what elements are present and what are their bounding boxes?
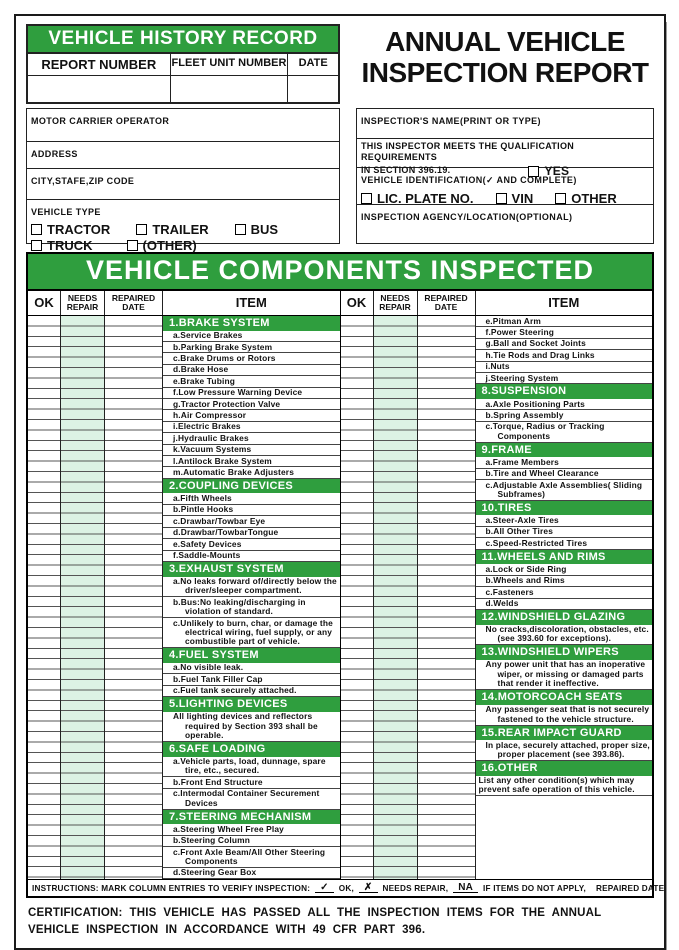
section-header: 11.WHEELS AND RIMS [476,550,653,565]
inspection-agency-field[interactable] [357,205,653,243]
vehicle-type-trailer[interactable] [136,222,208,237]
fleet-unit-number-input[interactable] [171,76,289,102]
yes-label: YES [544,163,570,178]
section-header: 2.COUPLING DEVICES [163,479,340,494]
item-label: All lighting devices and reflectors required by Section 393 shall be operable. [163,712,340,742]
inspection-agency-label: INSPECTION AGENCY/LOCATION(OPTIONAL) [361,212,573,222]
item-label: c.Front Axle Beam/All Other Steering Components [163,847,340,868]
qualification-line1: THIS INSPECTOR MEETS THE QUALIFICATION REQUIREMENTS [361,141,575,163]
truck-checkbox[interactable] [31,240,42,251]
item-label: b.All Other Tires [476,527,653,538]
vehicle-type-bus[interactable] [235,222,278,237]
item-label: d.Brake Hose [163,365,340,376]
repaired-date-column-left[interactable] [105,316,163,879]
section-header: 5.LIGHTING DEVICES [163,697,340,712]
section-header: 16.OTHER [476,761,653,776]
item-header: ITEM [548,295,580,311]
history-input-row [28,76,338,102]
item-label: b.Tire and Wheel Clearance [476,469,653,480]
tractor-label: TRACTOR [47,222,111,237]
right-items-list [476,316,653,879]
item-label: a.Steering Wheel Free Play [163,824,340,835]
report-number-header: REPORT NUMBER [28,54,171,75]
page-title-line2: INSPECTION REPORT [361,57,649,89]
item-label: a.Steer-Axle Tires [476,515,653,526]
item-label: c.Brake Drums or Rotors [163,353,340,364]
section-header: 8.SUSPENSION [476,384,653,399]
item-label: a.Fifth Wheels [163,493,340,504]
inspection-form-sheet [14,14,666,950]
item-label: No cracks,discoloration, obstacles, etc.(see 393.60 for exceptions). [476,625,653,646]
check-mark-symbol: ✓ [315,883,334,893]
item-label: b.Pintle Hooks [163,505,340,516]
item-label: l.Antilock Brake System [163,456,340,467]
item-label: d.Welds [476,599,653,610]
lic-plate-option[interactable] [361,191,474,206]
item-label: k.Vacuum Systems [163,445,340,456]
other-id-checkbox[interactable] [555,193,566,204]
vehicle-type-row2 [31,238,335,253]
item-label: b.Steering Column [163,836,340,847]
item-label: a.Service Brakes [163,331,340,342]
date-input[interactable] [288,76,338,102]
item-label: b.Wheels and Rims [476,576,653,587]
left-column-headers [28,291,340,316]
vin-label: VIN [511,191,534,206]
vehicle-history-title: VEHICLE HISTORY RECORD [28,26,338,54]
item-label: e.Brake Tubing [163,376,340,387]
item-label: e.Safety Devices [163,539,340,550]
item-label: h.Air Compressor [163,410,340,421]
na-mark-symbol: NA [453,883,478,893]
vehicle-identification-field [357,168,653,205]
section-header: 10.TIRES [476,501,653,516]
vin-checkbox[interactable] [496,193,507,204]
needs-repair-header: NEEDS REPAIR [61,291,105,315]
item-label: g.Tractor Protection Valve [163,399,340,410]
item-label: c.Unlikely to burn, char, or damage the electrical wiring, fuel supply, or any combustible part of vehicle. [163,618,340,648]
lic-plate-label: LIC. PLATE NO. [377,191,474,206]
item-label: f.Low Pressure Warning Device [163,388,340,399]
items-filler [476,796,653,879]
certification-text: CERTIFICATION: THIS VEHICLE HAS PASSED ALL THE INSPECTION ITEMS FOR THE ANNUAL VEHICLE INSPECTION IN ACCORDANCE WITH 49 CFR PART 396. [28,907,602,937]
item-label: i.Nuts [476,362,653,373]
bus-checkbox[interactable] [235,224,246,235]
components-right-half [341,291,653,879]
needs-repair-mark-label: NEEDS REPAIR, [382,883,449,893]
item-label: a.Frame Members [476,457,653,468]
item-label: f.Saddle-Mounts [163,551,340,562]
ok-header: OK [28,291,61,315]
item-header: ITEM [235,295,267,311]
item-label: b.Bus:No leaking/discharging in violation of standard. [163,597,340,618]
repaired-date-header: REPAIRED DATE [105,291,163,315]
ok-header: OK [341,291,374,315]
instructions-row [28,879,665,896]
item-label: c.Fuel tank securely attached. [163,686,340,697]
item-label: b.Spring Assembly [476,410,653,421]
top-row [26,24,654,104]
item-label: j.Steering System [476,373,653,384]
ok-column-right[interactable] [341,316,374,879]
item-label: d.Drawbar/TowbarTongue [163,528,340,539]
vehicle-type-other[interactable] [127,238,197,253]
left-items-list [163,316,340,879]
page-title-line1: ANNUAL VEHICLE [385,26,625,57]
trailer-checkbox[interactable] [136,224,147,235]
item-label: b.Front End Structure [163,777,340,788]
item-label: m.Automatic Brake Adjusters [163,467,340,478]
other-id-label: OTHER [571,191,617,206]
item-label: a.No leaks forward of/directly below the driver/sleeper compartment. [163,577,340,598]
other-id-option[interactable] [555,191,617,206]
info-row [26,108,654,253]
item-label: g.Ball and Socket Joints [476,339,653,350]
vehicle-type-label: VEHICLE TYPE [31,207,101,217]
repaired-date-mark-label: REPAIRED DATE [596,883,665,893]
section-header: 3.EXHAUST SYSTEM [163,562,340,577]
section-header: 12.WINDSHIELD GLAZING [476,610,653,625]
components-banner: VEHICLE COMPONENTS INSPECTED [28,254,652,291]
qualification-line2: IN SECTION 396.19. [361,165,451,176]
section-header: 9.FRAME [476,443,653,458]
motor-carrier-operator-label: MOTOR CARRIER OPERATOR [31,116,170,126]
vehicle-identification-options [361,191,649,206]
item-label: a.Lock or Side Ring [476,564,653,575]
motor-carrier-operator-field[interactable] [27,109,339,142]
vehicle-identification-label: VEHICLE IDENTIFICATION(✓ AND COMPLETE) [361,175,577,185]
section-header: 13.WINDSHIELD WIPERS [476,645,653,660]
truck-label: TRUCK [47,238,93,253]
tractor-checkbox[interactable] [31,224,42,235]
instructions-text: INSTRUCTIONS: MARK COLUMN ENTRIES TO VERIFY INSPECTION: [32,883,311,893]
needs-repair-header: NEEDS REPAIR [374,291,418,315]
bus-label: BUS [250,222,279,237]
item-label: h.Tie Rods and Drag Links [476,350,653,361]
section-header: 4.FUEL SYSTEM [163,648,340,663]
item-label: List any other condition(s) which may prevent safe operation of this vehicle. [476,776,653,797]
item-label: c.Drawbar/Towbar Eye [163,516,340,527]
trailer-label: TRAILER [152,222,209,237]
components-table [26,252,665,898]
item-label: Any passenger seat that is not securely fastened to the vehicle structure. [476,705,653,726]
na-mark-label: IF ITEMS DO NOT APPLY, [483,883,587,893]
section-header: 7.STEERING MECHANISM [163,810,340,825]
needs-repair-column-right[interactable] [374,316,418,879]
item-label: In place, securely attached, proper size, proper placement (see 393.86). [476,740,653,761]
item-label: c.Intermodal Container Securement Devices [163,789,340,810]
item-label: Any power unit that has an inoperative wiper, or missing or damaged parts that render it ineffective. [476,660,653,690]
ok-mark-label: OK, [338,883,354,893]
item-label: d.Steering Gear Box [163,868,340,879]
report-number-input[interactable] [28,76,171,102]
section-header: 15.REAR IMPACT GUARD [476,726,653,741]
ok-column-left[interactable] [28,316,61,879]
address-field[interactable] [27,142,339,169]
repaired-date-header: REPAIRED DATE [418,291,476,315]
right-column-headers [341,291,653,316]
other-vehicle-label: (OTHER) [142,238,197,253]
item-label: b.Fuel Tank Filler Cap [163,674,340,685]
inspector-name-field[interactable] [357,109,653,139]
vehicle-type-field [27,200,339,253]
item-label: c.Adjustable Axle Assemblies( Sliding Subframes) [476,480,653,501]
section-header: 1.BRAKE SYSTEM [163,316,340,331]
history-column-headers [28,54,338,76]
section-header: 14.MOTORCOACH SEATS [476,690,653,705]
city-state-zip-label: CITY,STAFE,ZIP CODE [31,176,135,186]
inspector-name-label: INSPECTIOR'S NAME(PRINT OR TYPE) [361,116,541,126]
vehicle-history-record-box [26,24,340,104]
inspector-box [356,108,654,244]
x-mark-symbol: ✗ [359,883,378,893]
item-label: a.No visible leak. [163,663,340,674]
carrier-box [26,108,340,253]
right-half-body [341,316,653,879]
page-title [356,24,654,89]
fleet-unit-number-header: FLEET UNIT NUMBER [171,54,289,75]
vehicle-type-row1 [31,222,335,237]
other-vehicle-checkbox[interactable] [127,240,138,251]
item-label: e.Pitman Arm [476,316,653,327]
lic-plate-checkbox[interactable] [361,193,372,204]
needs-repair-column-left[interactable] [61,316,105,879]
item-label: c.Fasteners [476,587,653,598]
date-header: DATE [298,57,328,69]
item-label: c.Speed-Restricted Tires [476,538,653,549]
city-state-zip-field[interactable] [27,169,339,200]
qualification-field [357,139,653,178]
components-halves [28,291,652,879]
vehicle-type-tractor[interactable] [31,222,110,237]
section-header: 6.SAFE LOADING [163,742,340,757]
item-label: j.Hydraulic Brakes [163,433,340,444]
item-label: a.Vehicle parts, load, dunnage, spare tire, etc., secured. [163,757,340,778]
item-label: c.Torque, Radius or Tracking Components [476,422,653,443]
item-label: i.Electric Brakes [163,422,340,433]
item-label: a.Axle Positioning Parts [476,399,653,410]
components-left-half [28,291,341,879]
left-half-body [28,316,340,879]
address-label: ADDRESS [31,149,78,159]
item-label: f.Power Steering [476,327,653,338]
vehicle-type-truck[interactable] [31,238,93,253]
item-label: b.Parking Brake System [163,342,340,353]
vin-option[interactable] [496,191,534,206]
repaired-date-column-right[interactable] [418,316,476,879]
